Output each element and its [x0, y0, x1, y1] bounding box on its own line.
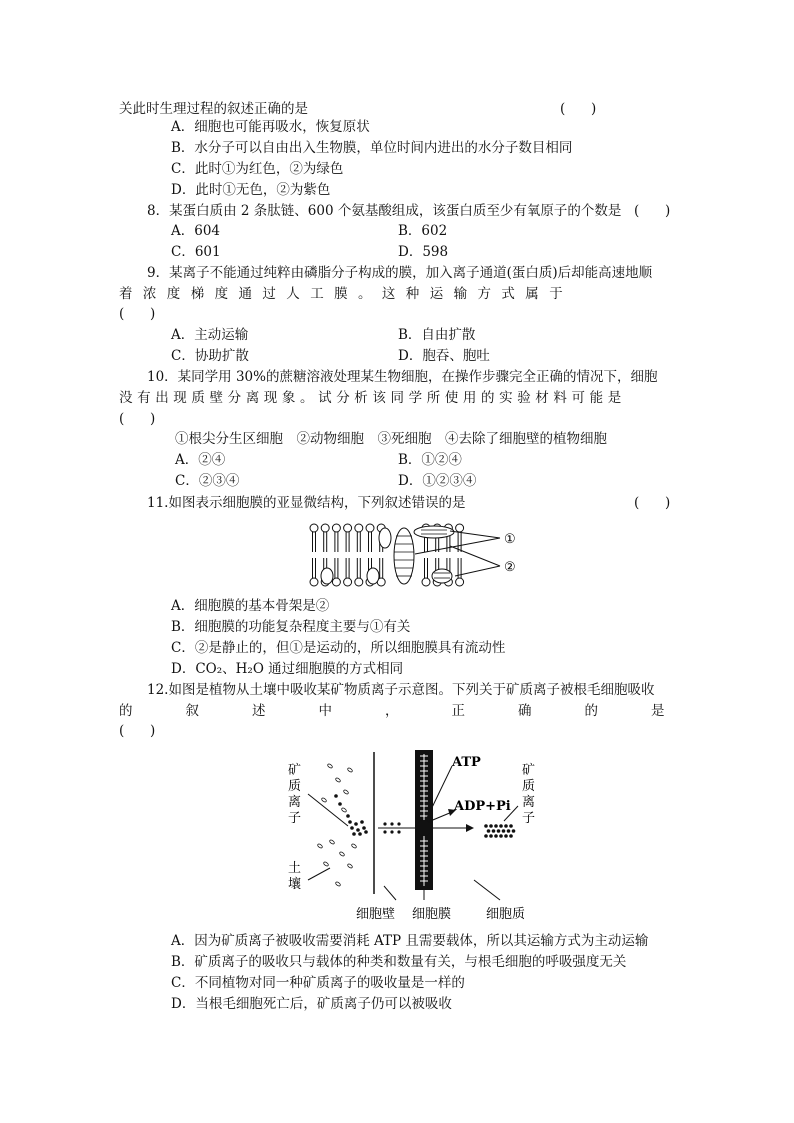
label-2: ②: [504, 560, 516, 575]
q11-option-b: B．细胞膜的功能复杂程度主要与①有关: [171, 619, 411, 635]
ion-dot: [507, 829, 511, 833]
q12-option-b: B．矿质离子的吸收只与载体的种类和数量有关，与根毛细胞的呼吸强度无关: [171, 954, 627, 970]
peripheral-protein-bottom-1: [321, 568, 333, 584]
ion-dot: [484, 824, 488, 828]
peripheral-protein-top: [379, 528, 391, 548]
q12-stem-line1: 12.如图是植物从土壤中吸收某矿物质离子示意图。下列关于矿质离子被根毛细胞吸收: [147, 682, 655, 698]
soil-particle: [341, 807, 347, 812]
phospholipid-head-top: [344, 524, 352, 532]
soil-particle: [335, 777, 341, 782]
cytoplasm-pointer: [474, 880, 500, 900]
ion-dot: [364, 830, 368, 834]
ion-dot: [356, 828, 360, 832]
label-1: ①: [504, 532, 516, 547]
phospholipid-head-top: [366, 524, 374, 532]
ion-dot: [358, 832, 362, 836]
q12-option-d: D．当根毛细胞死亡后，矿质离子仍可以被吸收: [171, 996, 452, 1012]
membrane-proteins: [321, 526, 454, 584]
cell-membrane-label: 细胞膜: [412, 907, 452, 922]
q11-option-d: D．CO₂、H₂O 通过细胞膜的方式相同: [171, 661, 404, 677]
ion-dot: [509, 834, 513, 838]
q9-answer-paren: ( ): [119, 306, 156, 322]
left-ion-label-1: 矿: [288, 763, 302, 778]
q12-stem-line2: 的叙述中，正确的是: [119, 703, 718, 719]
glycoprotein: [414, 526, 454, 538]
ion-dot: [504, 824, 508, 828]
q12-option-c: C．不同植物对同一种矿质离子的吸收量是一样的: [171, 975, 465, 991]
q7-option-c: C．此时①为红色，②为绿色: [171, 161, 344, 177]
ion-cluster-right: [484, 824, 515, 838]
ion-dot: [494, 824, 498, 828]
soil-particle: [347, 863, 353, 868]
ion-dot: [360, 820, 364, 824]
ion-dot: [338, 802, 342, 806]
q9-option-d: D．胞吞、胞吐: [398, 348, 490, 364]
q9-option-c: C．协助扩散: [171, 348, 249, 364]
left-ion-label-4: 子: [288, 811, 302, 826]
soil-particle: [347, 767, 353, 772]
left-ion-label-3: 离: [288, 795, 302, 810]
cell-wall-label: 细胞壁: [356, 907, 396, 922]
wall-pointer: [384, 886, 396, 900]
phospholipid-head-bottom: [332, 578, 340, 586]
q9-option-a: A．主动运输: [171, 327, 249, 343]
ion-dot: [492, 829, 496, 833]
q9-stem-line2-text: 着浓度梯度通过人工膜。这种运输方式属于: [119, 286, 574, 302]
soil-particles: [317, 763, 357, 886]
transport-arrowhead: [466, 824, 474, 832]
ion-absorption-diagram: [280, 746, 560, 926]
phospholipid-head-bottom: [310, 578, 318, 586]
phospholipid-head-top: [456, 524, 464, 532]
adp-pi-label: ADP+Pi: [454, 799, 511, 814]
ion-dot: [489, 824, 493, 828]
q10-option-a: A．②④: [175, 452, 226, 468]
q9-stem-line2: [119, 285, 675, 303]
q12-answer-paren: ( ): [119, 723, 156, 739]
ion-dot: [354, 822, 358, 826]
soil-particle: [339, 851, 345, 856]
ion-dot: [497, 829, 501, 833]
peripheral-protein-bottom-3: [432, 569, 452, 583]
q12-option-a: A．因为矿质离子被吸收需要消耗 ATP 且需要载体，所以其运输方式为主动运输: [171, 933, 649, 949]
peripheral-protein-bottom-2: [367, 568, 379, 584]
atp-label: ATP: [452, 755, 481, 770]
q9-option-b: B．自由扩散: [398, 327, 476, 343]
phospholipid-head-top: [310, 524, 318, 532]
membrane-diagram: [300, 516, 530, 594]
q7-option-a: A．细胞也可能再吸水，恢复原状: [171, 119, 370, 135]
soil-particle: [327, 763, 333, 768]
q9-stem-line1: 9．某离子不能通过纯粹由磷脂分子构成的膜，加入离子通道(蛋白质)后却能高速地顺: [147, 265, 653, 281]
right-ion-label-2: 质: [522, 779, 536, 794]
cytoplasm-label: 细胞质: [486, 907, 526, 922]
ion-dot: [489, 834, 493, 838]
ion-dot: [509, 824, 513, 828]
phospholipid-head-bottom: [355, 578, 363, 586]
channel-protein: [394, 528, 414, 584]
ion-dot: [487, 829, 491, 833]
ion-dot: [346, 814, 350, 818]
ion-dot: [512, 829, 516, 833]
phospholipid-head-top: [332, 524, 340, 532]
ion-dot: [350, 826, 354, 830]
q8-option-b: B．602: [398, 223, 448, 239]
phospholipid-head-top: [321, 524, 329, 532]
q11-option-a: A．细胞膜的基本骨架是②: [171, 598, 330, 614]
ion-dot: [484, 834, 488, 838]
q7-option-b: B．水分子可以自由出入生物膜，单位时间内进出的水分子数目相同: [171, 140, 573, 156]
left-ion-label-2: 质: [288, 779, 302, 794]
q7-option-d: D．此时①无色，②为紫色: [171, 182, 331, 198]
q10-answer-paren: ( ): [119, 411, 156, 427]
q8-option-d: D．598: [398, 244, 449, 260]
ion-dot: [348, 820, 352, 824]
q8-stem: 8．某蛋白质由 2 条肽链、600 个氨基酸组成，该蛋白质至少有氧原子的个数是: [147, 203, 622, 219]
q11-answer-paren: ( ): [634, 495, 671, 511]
q10-option-b: B．①②④: [398, 452, 462, 468]
q11-stem: 11.如图表示细胞膜的亚显微结构，下列叙述错误的是: [147, 495, 466, 511]
soil-particle: [351, 843, 357, 848]
soil-label-1: 土: [288, 861, 302, 876]
soil-pointer: [308, 868, 330, 880]
q10-option-d: D．①②③④: [398, 473, 477, 489]
q10-option-c: C．②③④: [175, 473, 240, 489]
q10-stem-line1: 10．某同学用 30%的蔗糖溶液处理某生物细胞，在操作步骤完全正确的情况下，细胞: [147, 369, 658, 385]
ion-dot: [502, 829, 506, 833]
ion-dot: [499, 824, 503, 828]
ion-dot: [352, 832, 356, 836]
soil-particle: [317, 843, 323, 848]
right-ion-label-1: 矿: [522, 763, 536, 778]
q8-option-a: A．604: [171, 223, 221, 239]
phospholipid-head-bottom: [344, 578, 352, 586]
q7-stem: 关此时生理过程的叙述正确的是: [119, 101, 308, 117]
phospholipid-head-bottom: [422, 578, 430, 586]
right-ion-label-4: 子: [522, 811, 536, 826]
soil-particle: [329, 839, 335, 844]
ion-dot: [494, 834, 498, 838]
q10-stem-line2: 没有出现质壁分离现象。试分析该同学所使用的实验材料可能是: [119, 390, 626, 406]
q8-option-c: C．601: [171, 244, 221, 260]
phospholipid-head-top: [355, 524, 363, 532]
ion-dot: [499, 834, 503, 838]
soil-particle: [321, 797, 327, 802]
q10-materials: ①根尖分生区细胞 ②动物细胞 ③死细胞 ④去除了细胞壁的植物细胞: [175, 431, 607, 447]
q8-answer-paren: ( ): [634, 203, 671, 219]
ion-dot: [504, 834, 508, 838]
q11-option-c: C．②是静止的，但①是运动的，所以细胞膜具有流动性: [171, 640, 506, 656]
phospholipid-head-bottom: [456, 578, 464, 586]
soil-label-2: 壤: [288, 877, 302, 892]
ion-dot: [334, 794, 338, 798]
soil-particle: [335, 881, 341, 886]
q7-answer-paren: ( ): [560, 101, 597, 117]
soil-particle: [343, 789, 349, 794]
ion-cluster-left: [334, 794, 368, 836]
ion-dot: [362, 826, 366, 830]
right-ion-label-3: 离: [522, 795, 536, 810]
soil-particle: [323, 861, 329, 866]
